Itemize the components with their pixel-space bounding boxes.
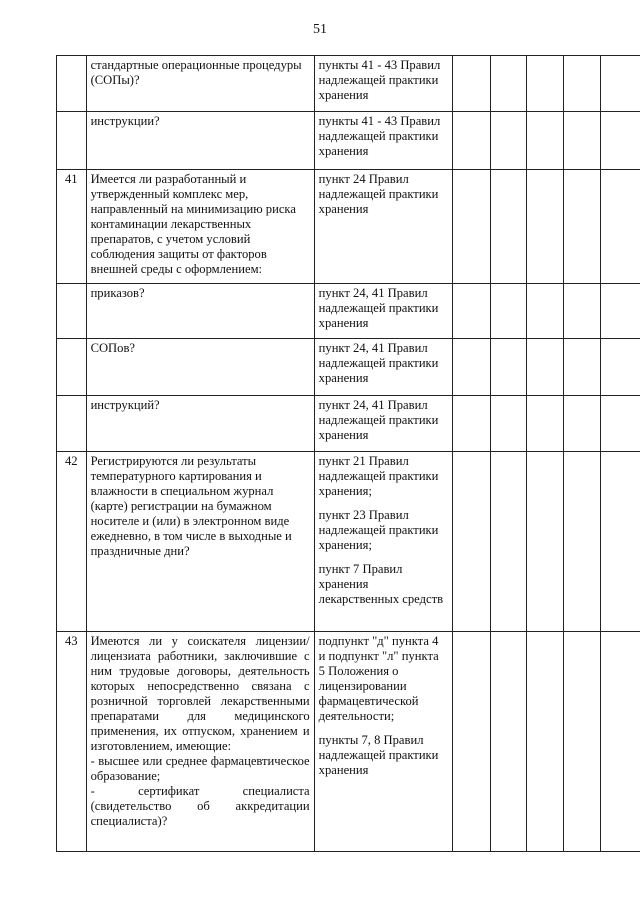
answer-cell — [526, 284, 563, 339]
table-row — [57, 339, 640, 396]
answer-cell — [600, 452, 640, 632]
answer-cell — [563, 170, 600, 284]
answer-cell — [491, 284, 527, 339]
question-cell — [86, 396, 314, 452]
question-text: инструкций? — [90, 398, 160, 412]
answer-cell — [491, 632, 527, 852]
question-text: инструкции? — [90, 114, 160, 128]
reference-cell — [314, 112, 452, 170]
table-row — [57, 112, 640, 170]
answer-cell — [600, 112, 640, 170]
answer-cell — [452, 170, 490, 284]
reference-text: пункты 41 - 43 Правил надлежащей практики хранения — [318, 114, 441, 158]
answer-cell — [526, 452, 563, 632]
answer-cell — [600, 284, 640, 339]
reference-cell — [314, 396, 452, 452]
answer-cell — [563, 339, 600, 396]
row-number — [57, 396, 87, 452]
reference-text: подпункт "д" пункта 4 и подпункт "л" пункта 5 Положения о лицензировании фармацевтической деятельности; — [318, 634, 439, 723]
question-cell — [86, 112, 314, 170]
answer-cell — [452, 339, 490, 396]
answer-cell — [452, 56, 490, 112]
answer-cell — [526, 396, 563, 452]
answer-cell — [600, 170, 640, 284]
question-cell — [86, 56, 314, 112]
answer-cell — [526, 170, 563, 284]
reference-cell — [314, 170, 452, 284]
question-text: стандартные операционные процедуры (СОПы)? — [90, 58, 302, 87]
row-number — [57, 56, 87, 112]
table-row — [57, 452, 640, 632]
row-number — [57, 284, 87, 339]
row-number — [57, 112, 87, 170]
question-list-item: - высшее или среднее фармацевтическое образование; — [90, 754, 310, 783]
answer-cell — [491, 56, 527, 112]
answer-cell — [452, 112, 490, 170]
page-number: 51 — [313, 22, 327, 37]
answer-cell — [491, 339, 527, 396]
question-cell — [86, 452, 314, 632]
answer-cell — [563, 452, 600, 632]
reference-text: пункт 24, 41 Правил надлежащей практики хранения — [318, 286, 439, 330]
answer-cell — [452, 284, 490, 339]
answer-cell — [491, 396, 527, 452]
reference-text: пункт 24, 41 Правил надлежащей практики хранения — [318, 341, 439, 385]
table-row — [57, 396, 640, 452]
answer-cell — [563, 396, 600, 452]
row-number: 43 — [57, 632, 87, 852]
reference-cell — [314, 452, 452, 632]
answer-cell — [491, 112, 527, 170]
answer-cell — [452, 632, 490, 852]
answer-cell — [452, 396, 490, 452]
question-text: Имеется ли разработанный и утвержденный комплекс мер, направленный на минимизацию риска контаминации лекарственных препаратов, с учетом условий соблюдения защиты от факторов внешней среды с оформлением: — [90, 172, 296, 276]
question-cell — [86, 284, 314, 339]
question-text: Имеются ли у соискателя лицензии/лицензиата работники, заключившие с ним трудовые договоры, деятельность которых непосредственно связана с розничной торговлей лекарственными препаратами для медицинского применения, их отпуском, хранением и изготовлением, имеющие: — [90, 634, 310, 753]
reference-cell — [314, 339, 452, 396]
table-row — [57, 284, 640, 339]
answer-cell — [526, 632, 563, 852]
reference-text: пункт 24, 41 Правил надлежащей практики хранения — [318, 398, 439, 442]
question-text: приказов? — [90, 286, 145, 300]
question-list-item: - сертификат специалиста (свидетельство об аккредитации специалиста)? — [90, 784, 310, 828]
answer-cell — [600, 632, 640, 852]
reference-text: пункты 7, 8 Правил надлежащей практики хранения — [318, 733, 439, 777]
answer-cell — [526, 56, 563, 112]
answer-cell — [491, 452, 527, 632]
checklist-table — [56, 55, 640, 852]
answer-cell — [491, 170, 527, 284]
table-row — [57, 56, 640, 112]
answer-cell — [600, 56, 640, 112]
table-row — [57, 170, 640, 284]
answer-cell — [526, 112, 563, 170]
answer-cell — [600, 339, 640, 396]
reference-text: пункт 23 Правил надлежащей практики хранения; — [318, 508, 439, 552]
answer-cell — [563, 284, 600, 339]
answer-cell — [563, 56, 600, 112]
question-text: СОПов? — [90, 341, 135, 355]
question-cell — [86, 170, 314, 284]
row-number: 42 — [57, 452, 87, 632]
reference-text: пункт 21 Правил надлежащей практики хранения; — [318, 454, 439, 498]
answer-cell — [563, 112, 600, 170]
reference-text: пункт 7 Правил хранения лекарственных средств — [318, 562, 444, 606]
checklist-rows — [57, 56, 640, 852]
question-cell — [86, 632, 314, 852]
table-row — [57, 632, 640, 852]
answer-cell — [563, 632, 600, 852]
reference-cell — [314, 632, 452, 852]
row-number — [57, 339, 87, 396]
row-number: 41 — [57, 170, 87, 284]
answer-cell — [526, 339, 563, 396]
answer-cell — [452, 452, 490, 632]
question-text: Регистрируются ли результаты температурного картирования и влажности в специальном журнал (карте) регистрации на бумажном носителе и (или) в электронном виде ежедневно, в том числе в выходные и праздничные дни? — [90, 454, 292, 558]
reference-text: пункты 41 - 43 Правил надлежащей практики хранения — [318, 58, 441, 102]
question-cell — [86, 339, 314, 396]
reference-text: пункт 24 Правил надлежащей практики хранения — [318, 172, 439, 216]
reference-cell — [314, 284, 452, 339]
reference-cell — [314, 56, 452, 112]
answer-cell — [600, 396, 640, 452]
